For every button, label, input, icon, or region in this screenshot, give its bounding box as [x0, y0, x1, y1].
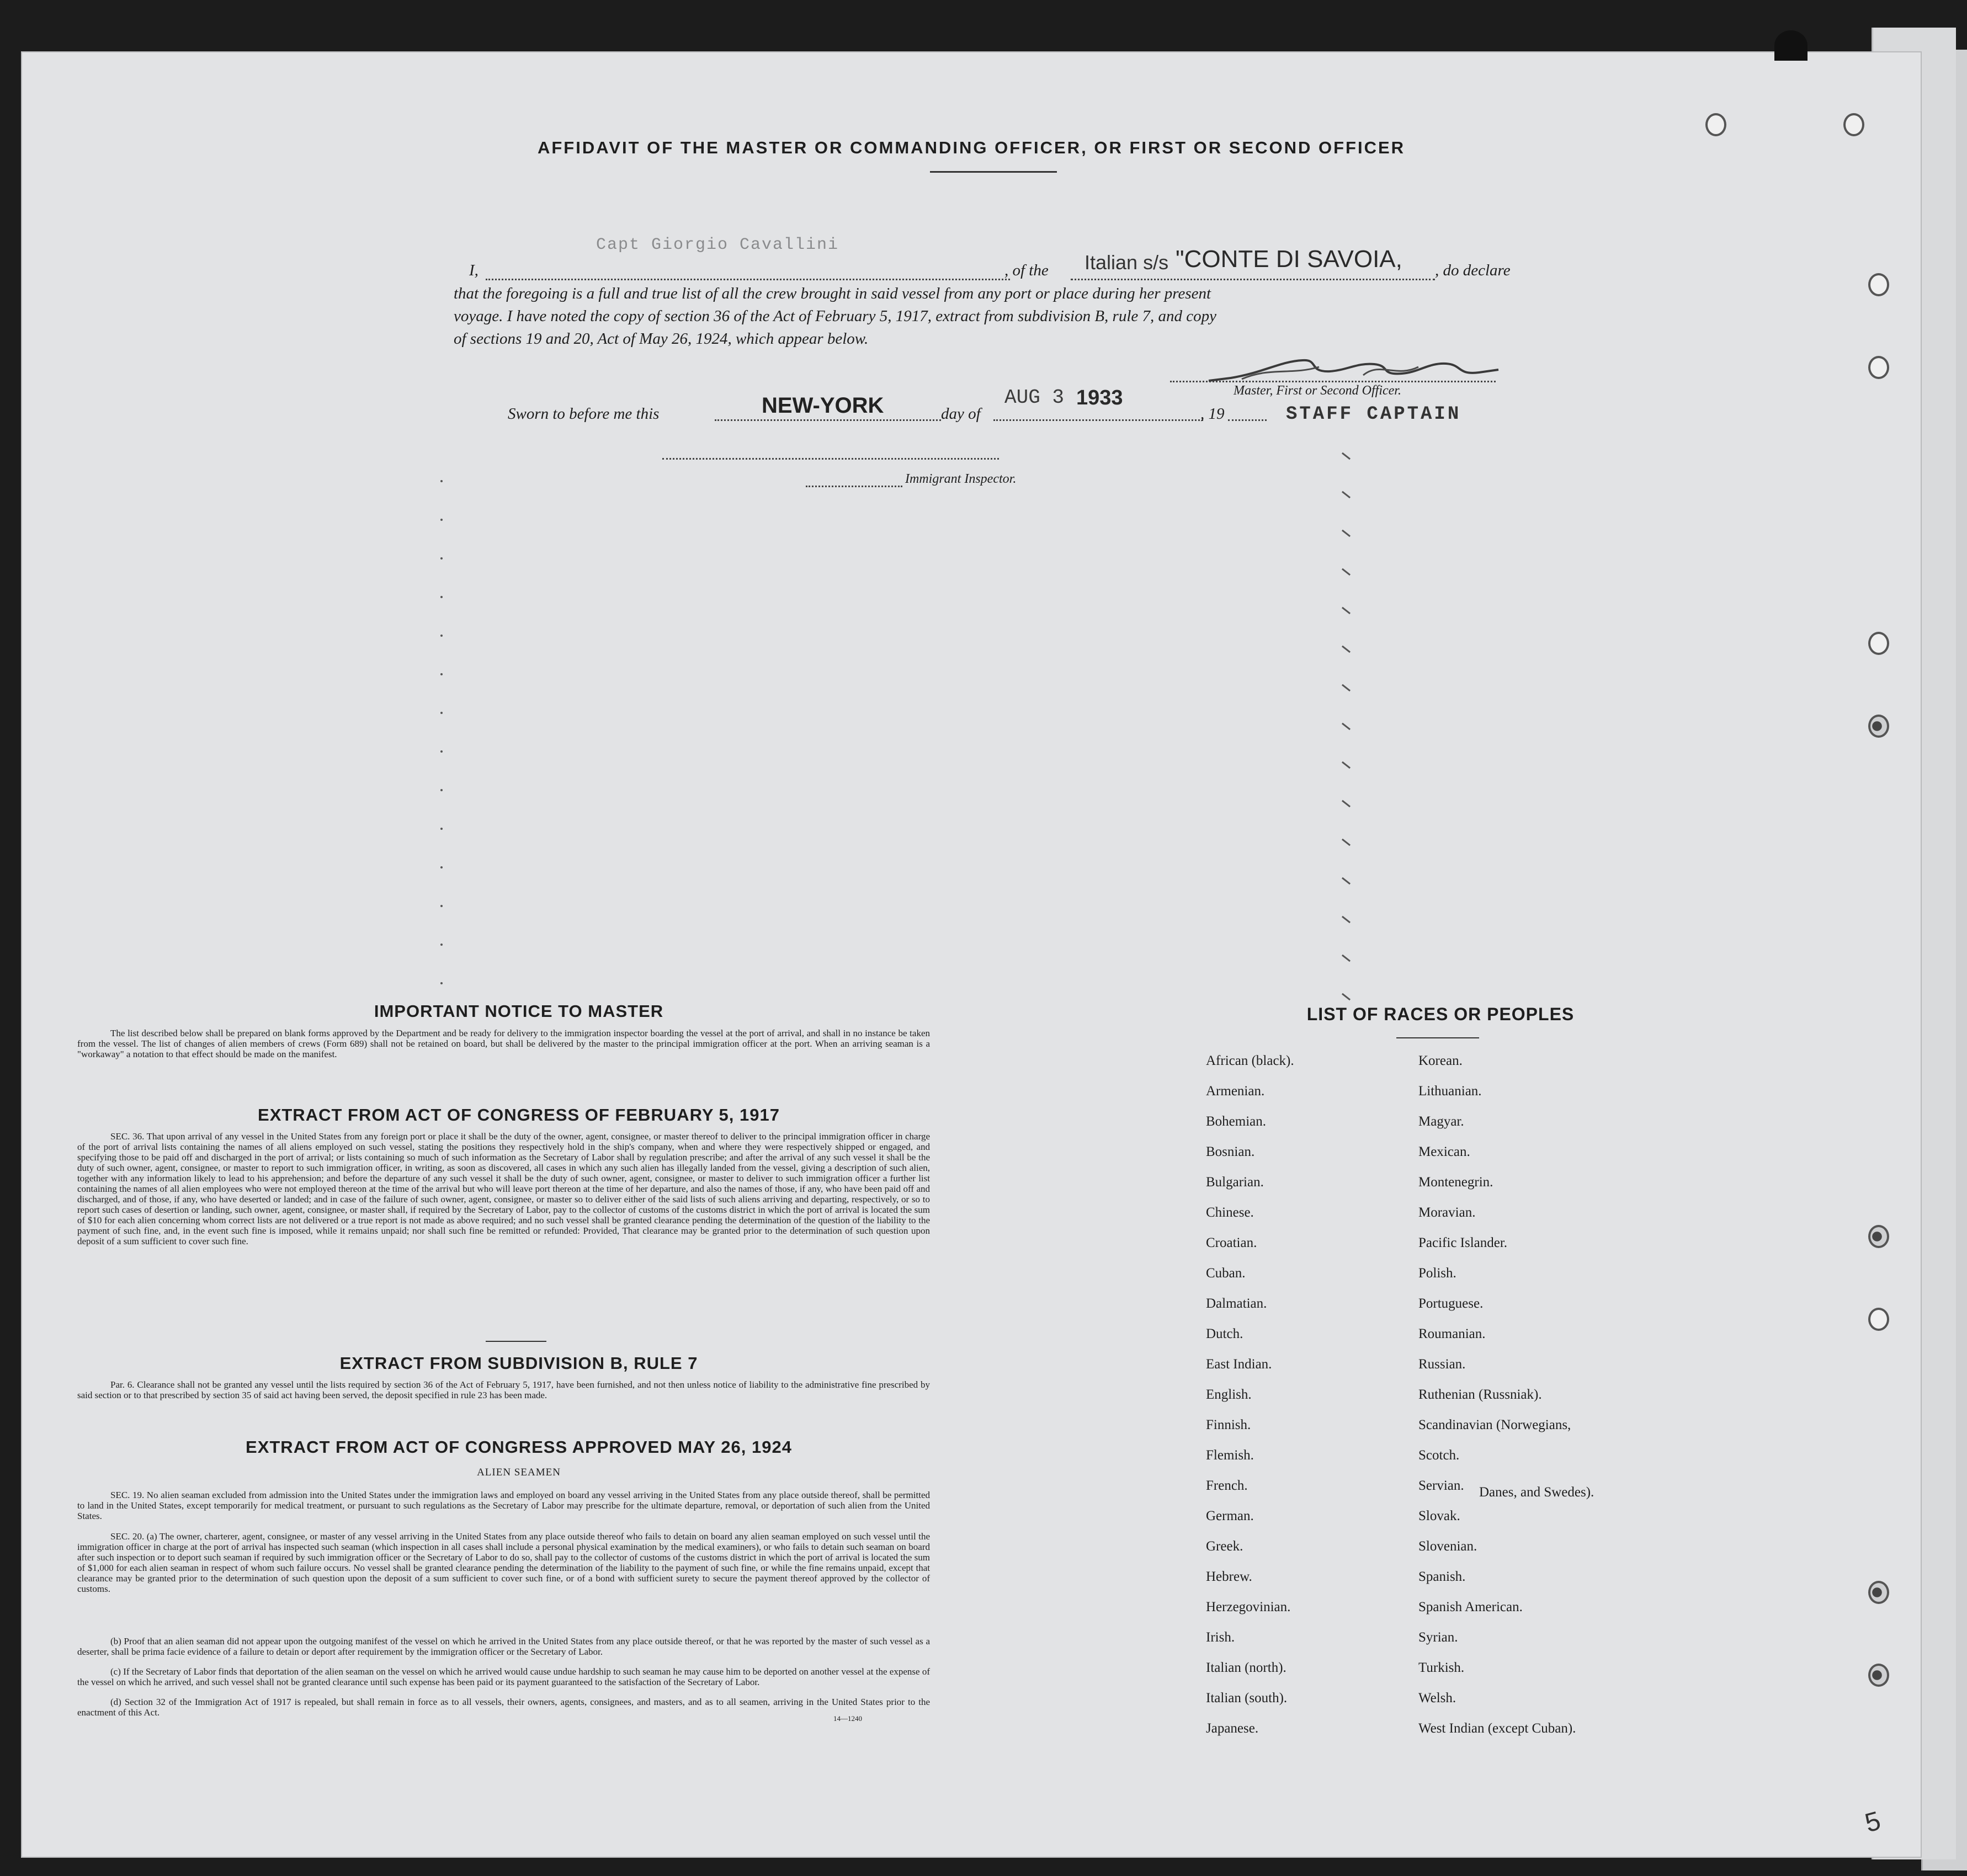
- race-item: Armenian.: [1206, 1084, 1265, 1099]
- race-item: Japanese.: [1206, 1721, 1259, 1736]
- tick-mark: [1342, 684, 1351, 691]
- margin-dot: [440, 480, 443, 482]
- race-item: Lithuanian.: [1418, 1084, 1482, 1099]
- race-item: Croatian.: [1206, 1235, 1257, 1250]
- race-item: Finnish.: [1206, 1417, 1251, 1432]
- race-item: Greek.: [1206, 1539, 1243, 1554]
- extract-1917-heading: EXTRACT FROM ACT OF CONGRESS OF FEBRUARY 5, 1917: [258, 1105, 780, 1124]
- punch-hole: [1868, 356, 1889, 379]
- races-heading: LIST OF RACES OR PEOPLES: [1306, 1004, 1575, 1024]
- tick-mark: [1342, 839, 1351, 846]
- tick-mark: [1342, 452, 1351, 460]
- affidavit-title: AFFIDAVIT OF THE MASTER OR COMMANDING OFFICER, OR FIRST OR SECOND OFFICER: [537, 138, 1406, 157]
- day-of-label: day of: [941, 405, 981, 423]
- race-item: Montenegrin.: [1418, 1175, 1493, 1190]
- margin-dot: [440, 673, 443, 675]
- punch-hole: [1868, 1581, 1889, 1604]
- race-item: Portuguese.: [1418, 1296, 1484, 1311]
- race-item: Moravian.: [1418, 1205, 1476, 1220]
- punch-hole: [1705, 113, 1726, 136]
- tick-mark: [1342, 491, 1351, 498]
- race-item: English.: [1206, 1387, 1252, 1402]
- of-the-label: , of the: [1004, 262, 1049, 279]
- margin-dot: [440, 944, 443, 946]
- year-prefix: , 19: [1200, 405, 1225, 423]
- sec19-text: SEC. 19. No alien seaman excluded from admission into the United States under the immigration laws and employed on board any vessel arriving in the United States from any place outside thereof, shall be permitted to land in the United States, except temporarily for medical treatment, or pursuant to such regulations as the Secretary of Labor may prescribe for the ultimate departure, removal, or deportation of such alien from the United States.: [77, 1490, 930, 1521]
- race-item: Italian (south).: [1206, 1691, 1288, 1706]
- section-rule: [486, 1341, 546, 1342]
- sec20d-text: (d) Section 32 of the Immigration Act of 1917 is repealed, but shall remain in force as to all vessels, their owners, agents, consignees, and masters, and as to all seamen, arriving in the United States prior to the enactment of this Act.: [77, 1697, 930, 1718]
- race-item-scandinavian-line2: Danes, and Swedes).: [1479, 1485, 1594, 1500]
- notice-text: The list described below shall be prepared on blank forms approved by the Department and be ready for delivery to the immigration inspector boarding the vessel at the port of arrival, and shall in no instance be taken from the vessel. The list of changes of alien members of crews (Form 689) shall not be retained on board, but shall be delivered by the master to the principal immigration officer at the port. When an arriving seaman is a "workaway" a notation to that effect should be made on the manifest.: [77, 1028, 930, 1059]
- race-item: Italian (north).: [1206, 1660, 1286, 1675]
- race-item: Chinese.: [1206, 1205, 1254, 1220]
- race-item: West Indian (except Cuban).: [1418, 1721, 1576, 1736]
- race-item: Irish.: [1206, 1630, 1235, 1645]
- races-rule: [1396, 1037, 1479, 1038]
- rule7-heading: EXTRACT FROM SUBDIVISION B, RULE 7: [339, 1353, 698, 1373]
- race-item: Polish.: [1418, 1266, 1456, 1281]
- sec20c-text: (c) If the Secretary of Labor finds that deportation of the alien seaman on the vessel on which he arrived would cause undue hardship to such seaman he may cause him to be deported on another vessel at the expense of the vessel on which he arrived, and such vessel shall not be granted clearance until such expense has been paid or its payment guaranteed to the satisfaction of the Secretary of Labor.: [77, 1666, 930, 1687]
- i-label: I,: [469, 262, 479, 279]
- inspector-signature-line: [662, 458, 999, 460]
- sec20a-text: SEC. 20. (a) The owner, charterer, agent, consignee, or master of any vessel arriving in the United States from any place outside thereof who fails to detain on board any alien seaman employed on such vessel until the immigration officer in charge at the port of arrival has inspected such seaman (which inspection in all cases shall include a personal physical examination by the medical examiners), or who fails to detain such seaman on board after such inspection or to deport such seaman if required by such immigration officer or the Secretary of Labor to do so, shall pay to the collector of customs of the customs district in which the port of arrival is located the sum of $1,000 for each alien seaman in respect of whom such failure occurs. No vessel shall be granted clearance pending the determination of the liability to the payment of such fine, or while the fine remains unpaid, except that clearance may be granted prior to the determination of such question upon the deposit of a sum sufficient to cover such fine, or of a bond with sufficient surety to secure the payment thereof approved by the collector of customs.: [77, 1531, 930, 1594]
- signature-line: [1170, 381, 1496, 382]
- sworn-place-line: [715, 419, 941, 421]
- punch-hole: [1868, 273, 1889, 296]
- form-number: 14—1240: [833, 1714, 862, 1723]
- race-item: Magyar.: [1418, 1114, 1464, 1129]
- race-item: Bulgarian.: [1206, 1175, 1264, 1190]
- race-item: Korean.: [1418, 1053, 1463, 1068]
- inspector-caption-line: [806, 486, 902, 487]
- punch-hole: [1843, 113, 1864, 136]
- race-item: Bosnian.: [1206, 1144, 1255, 1159]
- tick-mark: [1342, 916, 1351, 923]
- margin-dot: [440, 866, 443, 868]
- tick-mark: [1342, 530, 1351, 537]
- tick-mark: [1342, 800, 1351, 807]
- race-item: Pacific Islander.: [1418, 1235, 1508, 1250]
- year-line: [1228, 419, 1267, 421]
- notice-heading: IMPORTANT NOTICE TO MASTER: [374, 1001, 664, 1021]
- race-item: German.: [1206, 1509, 1254, 1523]
- race-item: Ruthenian (Russniak).: [1418, 1387, 1542, 1402]
- tick-mark: [1342, 993, 1351, 1000]
- date-line: [993, 419, 1203, 421]
- year-stamp: 1933: [1076, 386, 1123, 409]
- tick-mark: [1342, 877, 1351, 884]
- race-item: Mexican.: [1418, 1144, 1470, 1159]
- race-item: Servian.: [1418, 1478, 1464, 1493]
- race-item: Cuban.: [1206, 1266, 1246, 1281]
- margin-dot: [440, 557, 443, 559]
- race-item: Syrian.: [1418, 1630, 1458, 1645]
- race-item: Scotch.: [1418, 1448, 1460, 1463]
- margin-dot: [440, 905, 443, 907]
- race-item: African (black).: [1206, 1053, 1294, 1068]
- corner-mark: 5: [1862, 1806, 1884, 1838]
- tick-mark: [1342, 761, 1351, 769]
- affidavit-body-line3: of sections 19 and 20, Act of May 26, 1924, which appear below.: [454, 330, 869, 348]
- race-item: Slovak.: [1418, 1509, 1460, 1523]
- race-item: Turkish.: [1418, 1660, 1465, 1675]
- margin-dot: [440, 712, 443, 714]
- tick-mark: [1342, 955, 1351, 962]
- affidavit-body-line2: voyage. I have noted the copy of section 36 of the Act of February 5, 1917, extract from subdivision B, rule 7, and copy: [454, 307, 1217, 325]
- rank-stamp: STAFF CAPTAIN: [1286, 404, 1461, 425]
- margin-dot: [440, 750, 443, 753]
- tick-mark: [1342, 646, 1351, 653]
- punch-hole: [1868, 1308, 1889, 1331]
- margin-dot: [440, 982, 443, 984]
- race-item: French.: [1206, 1478, 1248, 1493]
- extract-1924-heading: EXTRACT FROM ACT OF CONGRESS APPROVED MAY 26, 1924: [246, 1437, 792, 1457]
- margin-dot: [440, 789, 443, 791]
- race-item: Roumanian.: [1418, 1326, 1486, 1341]
- race-item: Hebrew.: [1206, 1569, 1252, 1584]
- margin-dot: [440, 828, 443, 830]
- margin-dot: [440, 596, 443, 598]
- name-line: [486, 279, 1010, 280]
- vessel-name: "CONTE DI SAVOIA,: [1176, 246, 1402, 273]
- alien-seamen-subheading: ALIEN SEAMEN: [477, 1467, 561, 1478]
- punch-hole: [1868, 1664, 1889, 1687]
- affidavit-body-line1: that the foregoing is a full and true list of all the crew brought in said vessel from any port or place during her present: [454, 285, 1211, 302]
- race-item: Slovenian.: [1418, 1539, 1477, 1554]
- race-item: Welsh.: [1418, 1691, 1456, 1706]
- race-item: Dutch.: [1206, 1326, 1243, 1341]
- race-item: Bohemian.: [1206, 1114, 1267, 1129]
- margin-dot: [440, 519, 443, 521]
- tick-mark: [1342, 723, 1351, 730]
- sworn-label: Sworn to before me this: [508, 405, 660, 423]
- race-item: Spanish American.: [1418, 1600, 1523, 1614]
- race-item: Russian.: [1418, 1357, 1466, 1372]
- title-rule: [930, 171, 1057, 173]
- inspector-caption: Immigrant Inspector.: [905, 472, 1017, 486]
- sworn-place: NEW-YORK: [762, 393, 884, 418]
- master-name: Capt Giorgio Cavallini: [596, 236, 839, 254]
- race-item: Flemish.: [1206, 1448, 1254, 1463]
- tick-mark: [1342, 607, 1351, 614]
- do-declare-label: , do declare: [1435, 262, 1511, 279]
- rule7-text: Par. 6. Clearance shall not be granted any vessel until the lists required by section 36 of the Act of February 5, 1917, have been furnished, and not then unless notice of liability to the administrative fine prescribed by said section or to that prescribed by section 35 of said act having been served, the deposit specified in rule 23 has been made.: [77, 1379, 930, 1400]
- vessel-line: [1071, 279, 1435, 280]
- master-caption: Master, First or Second Officer.: [1234, 383, 1401, 398]
- race-item: Spanish.: [1418, 1569, 1466, 1584]
- punch-hole: [1868, 632, 1889, 655]
- sec20b-text: (b) Proof that an alien seaman did not appear upon the outgoing manifest of the vessel on which he arrived in the United States from any place outside thereof, or that he was reported by the master of such vessel as a deserter, shall be prima facie evidence of a failure to detain or deport after requirement by the immigration officer or the Secretary of Labor.: [77, 1636, 930, 1657]
- corner-ink-mark: [1774, 30, 1807, 61]
- race-item: Scandinavian (Norwegians,: [1418, 1417, 1571, 1432]
- tick-mark: [1342, 568, 1351, 575]
- race-item: Dalmatian.: [1206, 1296, 1267, 1311]
- extract-1917-text: SEC. 36. That upon arrival of any vessel in the United States from any foreign port or place it shall be the duty of the owner, agent, consignee, or master thereof to deliver to the principal immigration officer in charge of the port of arrival lists containing the names of all aliens employed on such vessel, stating the positions they respectively hold in the ship's company, when and where they were respectively shipped or engaged, and specifying those to be paid off and discharged in the port of arrival; or lists containing so much of such information as the Secretary of Labor shall by regulation prescribe; and after the arrival of any such vessel it shall be the duty of such owner, agent, consignee, or master to report to such immigration officer, in writing, as soon as discovered, all cases in which any such alien has illegally landed from the vessel, giving a description of such alien, together with any information likely to lead to his apprehension; and before the departure of any such vessel it shall be the duty of such owner, agent, consignee, or master to deliver to such immigration officer a further list containing the names of all alien employees who were not employed thereon at the time of the arrival but who will leave port thereon at the time of her departure, and also the names of those, if any, who have been paid off and discharged, and of those, if any, who have deserted or landed; and in case of the failure of such owner, agent, consignee, or master so to deliver either of the said lists of such aliens arriving and departing, respectively, or so to report such cases of desertion or landing, such owner, agent, consignee, or master shall, if required by the Secretary of Labor, pay to the collector of customs of the customs district in which the port of arrival is located the sum of $10 for each alien concerning whom correct lists are not delivered or a true report is not made as above required; and no such vessel shall be granted clearance pending the determination of the question of the liability to the payment of such fine, and, in the event such fine is imposed, while it remains unpaid; nor shall such fine be remitted or refunded: Provided, That clearance may be granted prior to the determination of such question upon deposit of a sum sufficient to cover such fine.: [77, 1131, 930, 1246]
- race-item: East Indian.: [1206, 1357, 1272, 1372]
- date-stamp: AUG 3: [1004, 386, 1065, 409]
- document-page: [22, 52, 1921, 1857]
- punch-hole: [1868, 1225, 1889, 1248]
- race-item: Herzegovinian.: [1206, 1600, 1291, 1614]
- vessel-prefix: Italian s/s: [1084, 251, 1169, 274]
- punch-hole: [1868, 715, 1889, 738]
- margin-dot: [440, 635, 443, 637]
